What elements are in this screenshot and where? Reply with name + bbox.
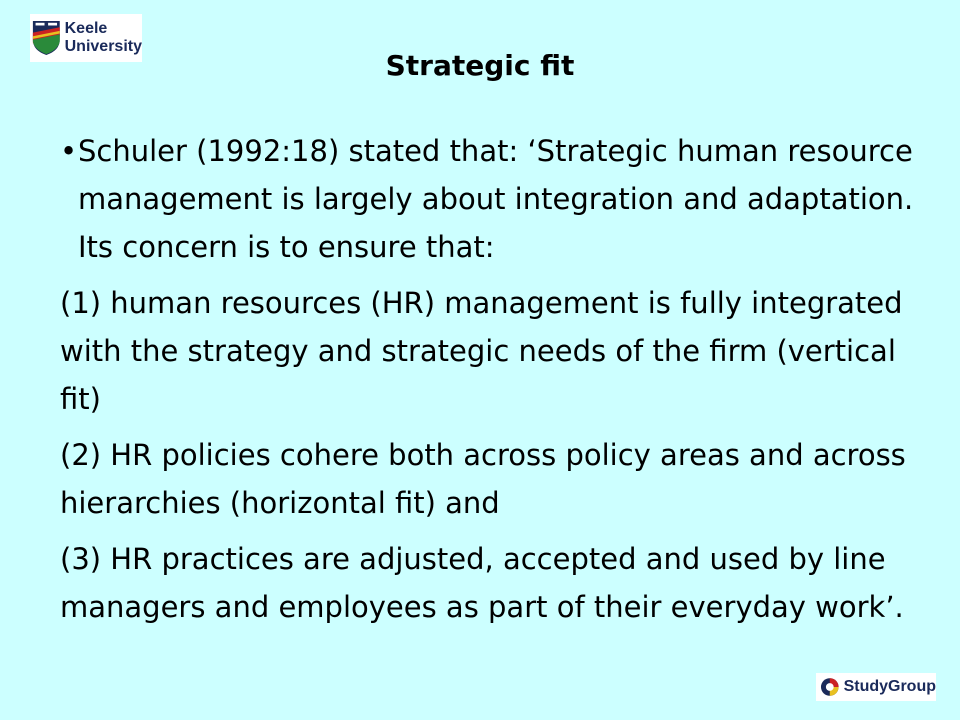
point-3-text: (3) HR practices are adjusted, accepted and used by line managers and employees as part of their everyday work’. — [60, 542, 904, 624]
bullet-item-intro — [60, 127, 920, 271]
bullet-dot-icon: • — [60, 134, 78, 168]
point-2-text: (2) HR policies cohere both across policy areas and across hierarchies (horizontal fit) and — [60, 438, 906, 520]
point-1-text: (1) human resources (HR) management is fully integrated with the strategy and strategic needs of the firm (vertical fit) — [60, 286, 903, 416]
keele-wordmark-line2: University — [64, 38, 142, 55]
studygroup-mark-icon — [820, 677, 840, 697]
studygroup-wordmark: StudyGroup — [843, 678, 936, 695]
slide-title: Strategic fit — [385, 49, 575, 82]
slide-body — [60, 127, 920, 631]
keele-wordmark-line1: Keele — [64, 20, 108, 37]
intro-text: Schuler (1992:18) stated that: ‘Strategic human resource management is largely about integration and adaptation. Its concern is to ensure that: — [78, 134, 914, 264]
studygroup-logo — [816, 673, 936, 701]
